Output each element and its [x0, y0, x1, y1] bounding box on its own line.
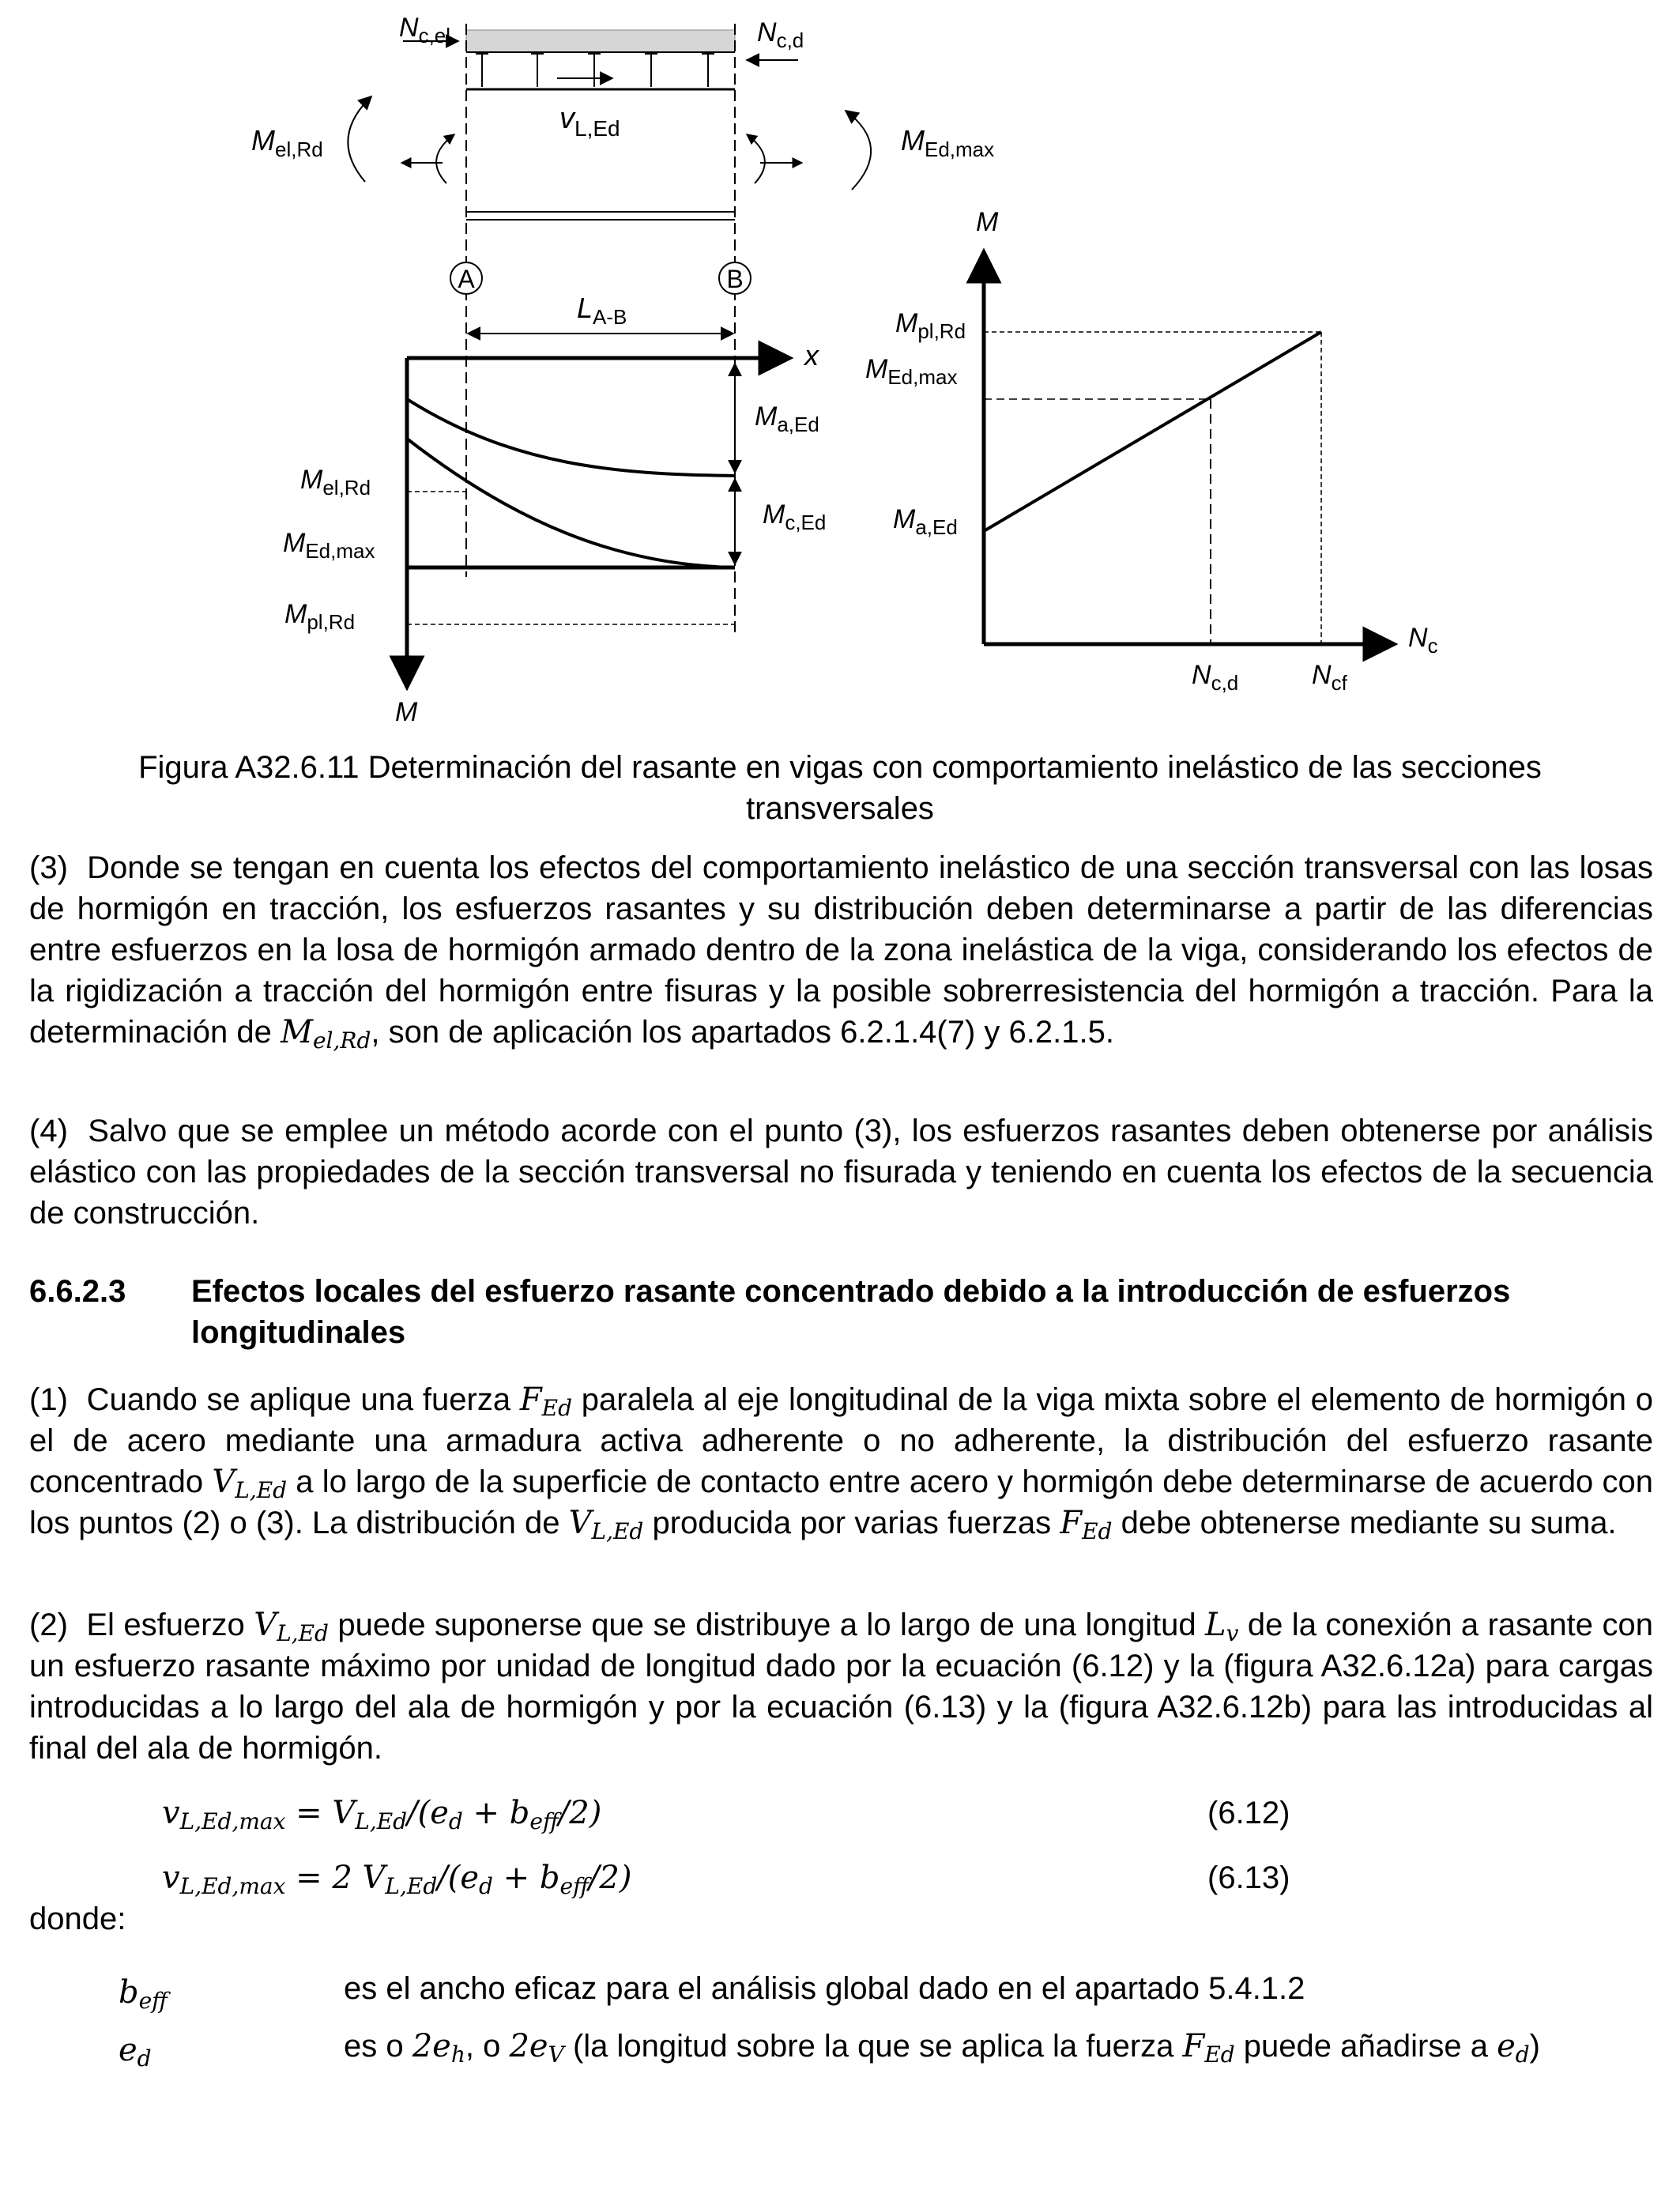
math-symbol: $V_{L,Ed}$ — [254, 1607, 329, 1646]
m-el-rd-moment-arc — [348, 96, 371, 182]
paragraph-text: Cuando se aplique una fuerza — [86, 1382, 511, 1417]
steel-moment-curve — [407, 399, 735, 476]
math-symbol: $V_{L,Ed}$ — [568, 1505, 644, 1544]
nc-axis-label: $N_c$ — [1408, 623, 1438, 658]
paragraph-number: (1) — [29, 1382, 68, 1417]
paragraph-number: (4) — [29, 1114, 68, 1148]
point-a-label: A — [458, 265, 475, 293]
m-el-rd-label: $M_{el,Rd}$ — [251, 124, 323, 161]
math-symbol: $V_{L,Ed}$ — [212, 1464, 288, 1503]
right-m-a-ed-label: $M_{a,Ed}$ — [893, 504, 958, 539]
interaction-line — [984, 332, 1321, 531]
figure-a32-6-11 — [0, 0, 1680, 735]
right-m-ed-max-label: $M_{Ed,max}$ — [865, 354, 958, 389]
m-c-ed-label: $M_{c,Ed}$ — [763, 499, 827, 534]
section-number: 6.6.2.3 — [29, 1274, 126, 1309]
definition-symbol-ed: $e_d$ — [119, 2032, 152, 2071]
paragraph-3 — [29, 847, 1653, 1053]
paragraph-2 — [29, 1604, 1653, 1769]
figure-caption: Figura A32.6.11 Determinación del rasante en vigas con comportamiento inelástico de las secciones transversales — [138, 750, 1542, 826]
definition-symbol-beff: $b_{eff}$ — [119, 1974, 168, 2014]
paragraph-text: Salvo que se emplee un método acorde con el punto (3), los esfuerzos rasantes deben obtenerse por análisis elástico con las propiedades de la sección transversal no fisurada y teniendo en cuenta los efectos de la secuencia de construcción. — [29, 1114, 1653, 1231]
m-ed-max-moment-arc — [846, 111, 871, 190]
concrete-slab — [466, 30, 735, 52]
right-interaction-diagram — [865, 207, 1438, 695]
paragraph-number: (3) — [29, 850, 68, 885]
right-m-pl-rd-label: $M_{pl,Rd}$ — [895, 308, 966, 343]
paragraph-4 — [29, 1110, 1653, 1234]
section-title: Efectos locales del esfuerzo rasante concentrado debido a la introducción de esfuerzos longitudinales — [191, 1274, 1511, 1350]
equation-number-6-13: (6.13) — [1207, 1860, 1290, 1895]
right-small-moment — [747, 134, 765, 183]
paragraph-text: Donde se tengan en cuenta los efectos del comportamiento inelástico de una sección transversal con las losas de hormigón en tracción, los esfuerzos rasantes y su distribución deben determinarse a partir de las diferencias entre esfuerzos en la losa de hormigón armado dentro de la zona inelástica de la viga, considerando los efectos de la rigidización a tracción del hormigón entre fisuras y la posible sobrerresistencia del hormigón a tracción. Para la determinación de — [29, 850, 1653, 1050]
left-m-pl-rd-label: $M_{pl,Rd}$ — [284, 599, 356, 634]
paragraph-text: debe obtenerse mediante su suma. — [1121, 1506, 1617, 1540]
n-c-d-label: $N_{c,d}$ — [757, 17, 804, 52]
equation-6-12: $v_{L,Ed,max} = V_{L,Ed}/(e_d + b_{eff}/2)$ — [162, 1795, 602, 1834]
paragraph-text: puede suponerse que se distribuye a lo largo de una longitud — [337, 1608, 1196, 1642]
paragraph-1 — [29, 1379, 1653, 1544]
math-symbol: $F_{Ed}$ — [519, 1382, 572, 1421]
definition-text-ed: es o $2e_h$, o $2e_V$ (la longitud sobre la que se aplica la fuerza $F_{Ed}$ puede añadirse a $e_d$) — [344, 2028, 1540, 2068]
paragraph-text: , son de aplicación los apartados 6.2.1.4(7) y 6.2.1.5. — [371, 1015, 1114, 1050]
math-symbol: $F_{Ed}$ — [1060, 1505, 1113, 1544]
span-label: $L_{A-B}$ — [577, 292, 627, 329]
left-m-ed-max-label: $M_{Ed,max}$ — [283, 528, 375, 563]
paragraph-text: de la conexión a rasante con un esfuerzo rasante máximo por unidad de longitud dado por la ecuación (6.12) y la (figura A32.6.12a) para cargas introducidas a lo largo del ala de hormigón y por la ecuación (6.13) y la (figura A32.6.12b) para las introducidas al final del ala de hormigón. — [29, 1608, 1653, 1766]
math-symbol: $M_{el,Rd}$ — [280, 1014, 371, 1054]
math-symbol: $L_v$ — [1205, 1607, 1239, 1646]
m-ed-max-label: $M_{Ed,max}$ — [901, 124, 995, 161]
v-l-ed-label: $v_{L,Ed}$ — [559, 102, 620, 141]
left-small-moment — [436, 134, 454, 183]
donde-label: donde: — [29, 1902, 126, 1936]
m-a-ed-label: $M_{a,Ed}$ — [755, 401, 819, 436]
total-moment-curve — [407, 439, 735, 567]
n-c-el-label: $N_{c,el}$ — [399, 13, 451, 47]
n-c-d-axis-label: $N_{c,d}$ — [1192, 660, 1239, 695]
n-cf-axis-label: $N_{cf}$ — [1312, 660, 1347, 695]
left-m-el-rd-label: $M_{el,Rd}$ — [300, 465, 371, 499]
paragraph-text: producida por varias fuerzas — [652, 1506, 1052, 1540]
point-b-label: B — [726, 265, 744, 293]
m-axis-left-label: M — [395, 697, 418, 727]
equation-number-6-12: (6.12) — [1207, 1796, 1290, 1830]
definition-text-beff: es el ancho eficaz para el análisis global dado en el apartado 5.4.1.2 — [344, 1971, 1305, 2006]
equation-6-13: $v_{L,Ed,max} = 2$ $V_{L,Ed}/(e_d + b_{eff}/2)$ — [162, 1860, 632, 1899]
paragraph-text: paralela al eje longitudinal de la viga mixta sobre el elemento de hormigón o el de acero mediante una armadura activa adherente o no adherente, la distribución del esfuerzo rasante concentrado — [29, 1382, 1653, 1499]
paragraph-text: El esfuerzo — [86, 1608, 245, 1642]
shear-studs — [476, 54, 714, 87]
m-axis-right-label: M — [976, 207, 999, 237]
left-moment-diagram — [283, 262, 826, 727]
paragraph-number: (2) — [29, 1608, 68, 1642]
x-axis-label: x — [804, 339, 819, 371]
paragraph-text: a lo largo de la superficie de contacto entre acero y hormigón debe determinarse de acuerdo con los puntos (2) o (3). La distribución de — [29, 1465, 1653, 1540]
